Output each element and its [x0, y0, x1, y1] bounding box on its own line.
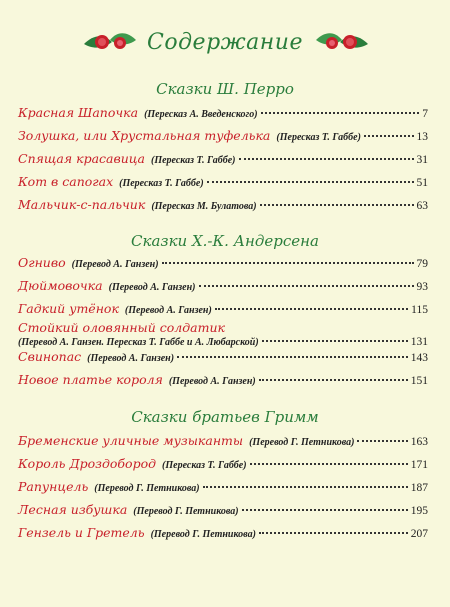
- page-number: 143: [410, 352, 428, 364]
- dot-leader: [215, 308, 408, 310]
- toc-entry[interactable]: [18, 151, 428, 169]
- toc-entry[interactable]: [18, 525, 428, 543]
- story-note: (Перевод Г. Петникова): [249, 437, 355, 448]
- dot-leader: [259, 379, 408, 381]
- dot-leader: [364, 135, 414, 137]
- page-number: 195: [410, 505, 428, 517]
- story-title: Мальчик-с-пальчик: [18, 197, 146, 212]
- dot-leader: [207, 181, 414, 183]
- story-note: (Перевод Г. Петникова): [94, 483, 200, 494]
- section-title-perrault: Сказки Ш. Перро: [156, 80, 294, 98]
- dot-leader: [162, 262, 414, 264]
- toc-entry[interactable]: [18, 128, 428, 146]
- story-note: (Перевод А. Ганзен): [168, 376, 256, 387]
- rose-ornament-right-icon: [314, 28, 370, 54]
- dot-leader: [357, 440, 407, 442]
- dot-leader: [260, 204, 414, 206]
- toc-entry[interactable]: [18, 502, 428, 520]
- dot-leader: [242, 509, 408, 511]
- dot-leader: [262, 340, 408, 342]
- story-title: Гензель и Гретель: [18, 525, 145, 540]
- toc-entry[interactable]: [18, 105, 428, 123]
- section-title-grimm: Сказки братьев Гримм: [131, 408, 319, 426]
- page-number: 151: [410, 375, 428, 387]
- story-title: Новое платье короля: [18, 372, 163, 387]
- story-note: (Перевод А. Ганзен): [71, 259, 159, 270]
- story-title: Бременские уличные музыканты: [18, 433, 244, 448]
- page-number: 51: [416, 177, 428, 189]
- story-title: Король Дроздобород: [18, 456, 157, 471]
- toc-entry[interactable]: [18, 456, 428, 474]
- header: [0, 24, 450, 64]
- story-title: Спящая красавица: [18, 151, 145, 166]
- story-note: (Перевод А. Ганзен): [87, 353, 175, 364]
- story-note: (Пересказ Т. Габбе): [162, 460, 247, 471]
- page-number: 79: [416, 258, 428, 270]
- story-title: Лесная избушка: [18, 502, 128, 517]
- section-title-andersen: Сказки Х.-К. Андерсена: [131, 232, 319, 250]
- dot-leader: [177, 356, 408, 358]
- toc-entry[interactable]: [18, 349, 428, 367]
- toc-entry[interactable]: [18, 301, 428, 319]
- story-title: Кот в сапогах: [18, 174, 114, 189]
- dot-leader: [203, 486, 408, 488]
- story-title: Дюймовочка: [18, 278, 103, 293]
- toc-entry[interactable]: [18, 278, 428, 296]
- toc-entry[interactable]: [18, 197, 428, 215]
- page-number: 207: [410, 528, 428, 540]
- story-note: (Пересказ Т. Габбе): [276, 132, 361, 143]
- story-title: Красная Шапочка: [18, 105, 139, 120]
- toc-entry[interactable]: [18, 320, 428, 348]
- page-number: 93: [416, 281, 428, 293]
- page-title: Содержание: [147, 30, 303, 55]
- toc-entry[interactable]: [18, 479, 428, 497]
- dot-leader: [259, 532, 408, 534]
- story-note: (Пересказ А. Введенского): [144, 109, 258, 120]
- story-note: (Пересказ Т. Габбе): [150, 155, 236, 166]
- dot-leader: [199, 285, 414, 287]
- story-note: (Перевод Г. Петникова): [133, 506, 239, 517]
- toc-entry[interactable]: [18, 372, 428, 390]
- story-title: Огниво: [18, 255, 66, 270]
- story-note: (Перевод Г. Петникова): [150, 529, 256, 540]
- page-number: 31: [416, 154, 428, 166]
- page-number: 13: [416, 131, 428, 143]
- story-title: Гадкий утёнок: [18, 301, 119, 316]
- page-number: 115: [411, 304, 428, 316]
- page-number: 187: [410, 482, 428, 494]
- story-note: (Пересказ Т. Габбе): [119, 178, 204, 189]
- toc-entry[interactable]: [18, 174, 428, 192]
- page-number: 63: [416, 200, 428, 212]
- story-title: Свинопас: [18, 349, 82, 364]
- page-number: 171: [410, 459, 428, 471]
- toc-entry[interactable]: [18, 255, 428, 273]
- story-note: (Перевод А. Ганзен): [108, 282, 196, 293]
- dot-leader: [239, 158, 414, 160]
- page-number: 7: [422, 108, 428, 120]
- story-title: Рапунцель: [18, 479, 89, 494]
- story-title: Стойкий оловянный солдатик: [18, 320, 225, 335]
- story-note: (Пересказ М. Булатова): [151, 201, 257, 212]
- story-note: (Перевод А. Ганзен. Пересказ Т. Габбе и А. Любарской): [18, 337, 259, 348]
- story-note: (Перевод А. Ганзен): [124, 305, 212, 316]
- dot-leader: [261, 112, 420, 114]
- dot-leader: [250, 463, 408, 465]
- story-title: Золушка, или Хрустальная туфелька: [18, 128, 271, 143]
- page-number: 163: [410, 436, 428, 448]
- page-number: 131: [410, 336, 428, 348]
- toc-entry[interactable]: [18, 433, 428, 451]
